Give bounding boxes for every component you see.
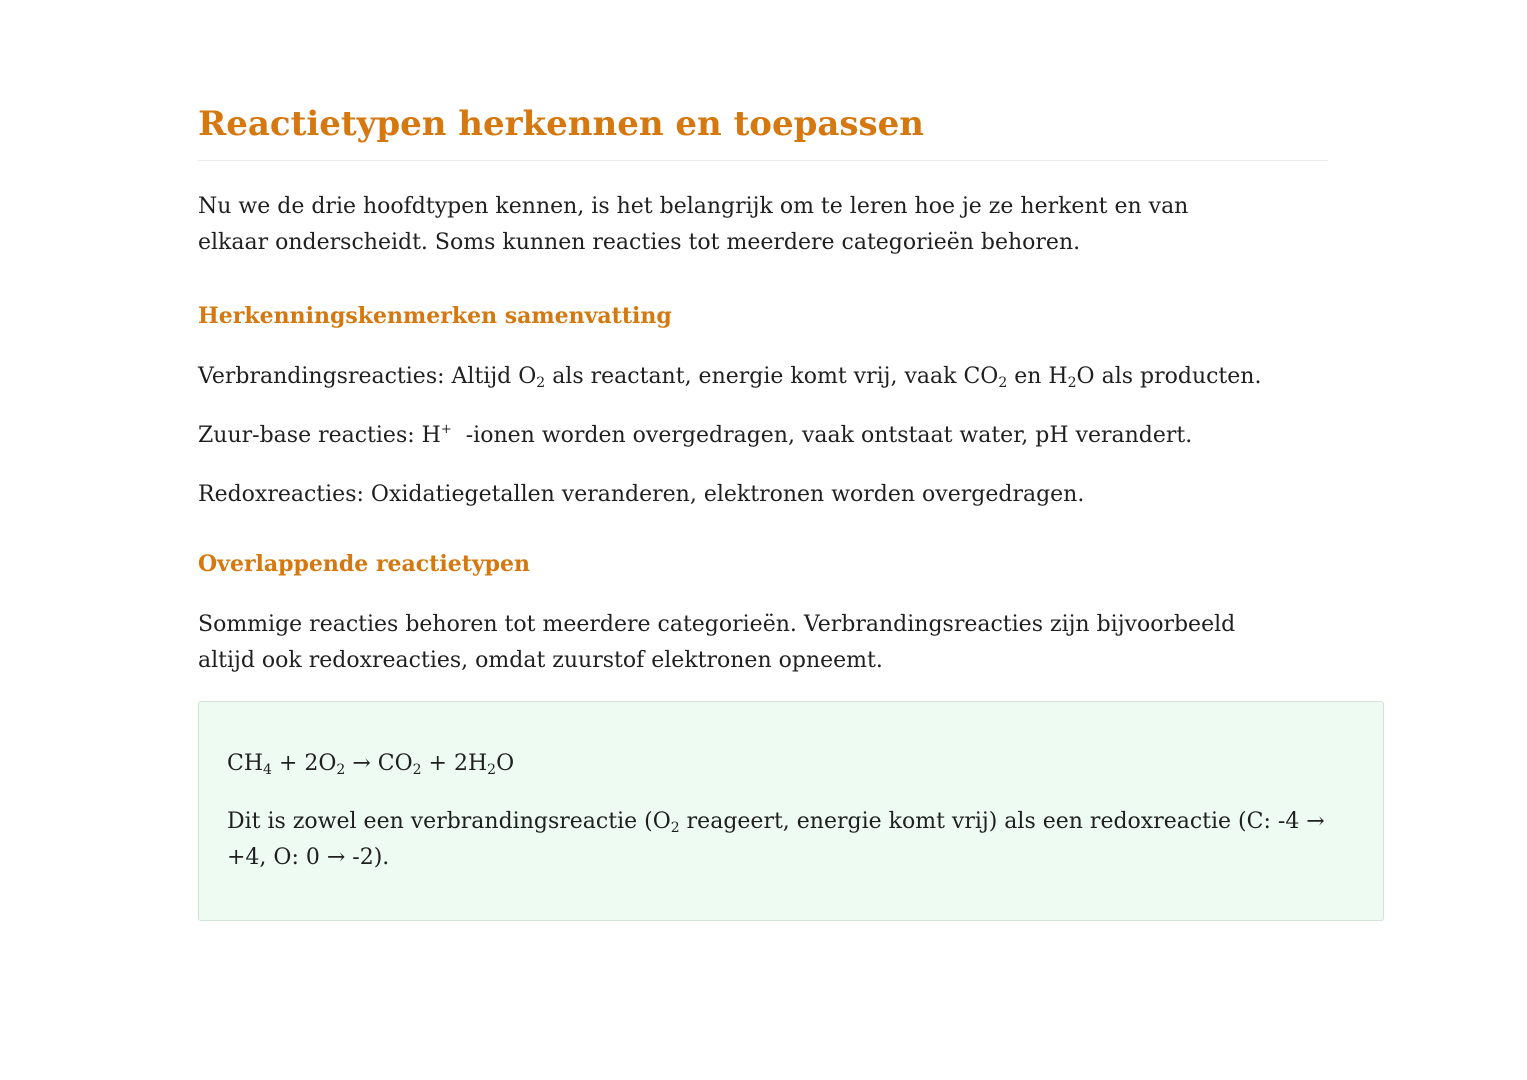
reaction-equation: $CH_4 + 2O_2 \to CO_2 + 2H_2O$ xyxy=(227,751,515,778)
example-explanation: Dit is zowel een verbrandingsreactie ($O_2$ reageert, energie komt vrij) als een redoxreactie (C: -4 → +4, O: 0 → -2). xyxy=(227,809,1325,870)
page-title: Reactietypen herkennen en toepassen xyxy=(198,98,1328,161)
document-page xyxy=(198,98,1386,921)
redox-label: Redoxreacties: xyxy=(198,482,364,507)
section-heading-kenmerken: Herkenningskenmerken samenvatting xyxy=(198,303,672,329)
example-box xyxy=(198,701,1384,921)
verbranding-paragraph: Verbrandingsreacties: Altijd $O_2$ als reactant, energie komt vrij, vaak $CO_2$ en $H_2O$ als producten. xyxy=(198,364,1262,391)
intro-paragraph: Nu we de drie hoofdtypen kennen, is het belangrijk om te leren hoe je ze herkent en van elkaar onderscheidt. Soms kunnen reacties tot meerdere categorieën behoren. xyxy=(198,194,1189,255)
zuurbase-label: Zuur-base reacties: xyxy=(198,423,415,448)
arrow-icon: → xyxy=(345,751,378,776)
overlap-paragraph: Sommige reacties behoren tot meerdere categorieën. Verbrandingsreacties zijn bijvoorbeeld altijd ook redoxreacties, omdat zuurstof elektronen opneemt. xyxy=(198,612,1236,673)
zuurbase-paragraph: Zuur-base reacties: H+ -ionen worden overgedragen, vaak ontstaat water, pH verandert. xyxy=(198,422,1193,448)
verbranding-label: Verbrandingsreacties: xyxy=(198,364,445,389)
redox-paragraph: Redoxreacties: Oxidatiegetallen veranderen, elektronen worden overgedragen. xyxy=(198,482,1085,507)
section-heading-overlap: Overlappende reactietypen xyxy=(198,551,531,577)
